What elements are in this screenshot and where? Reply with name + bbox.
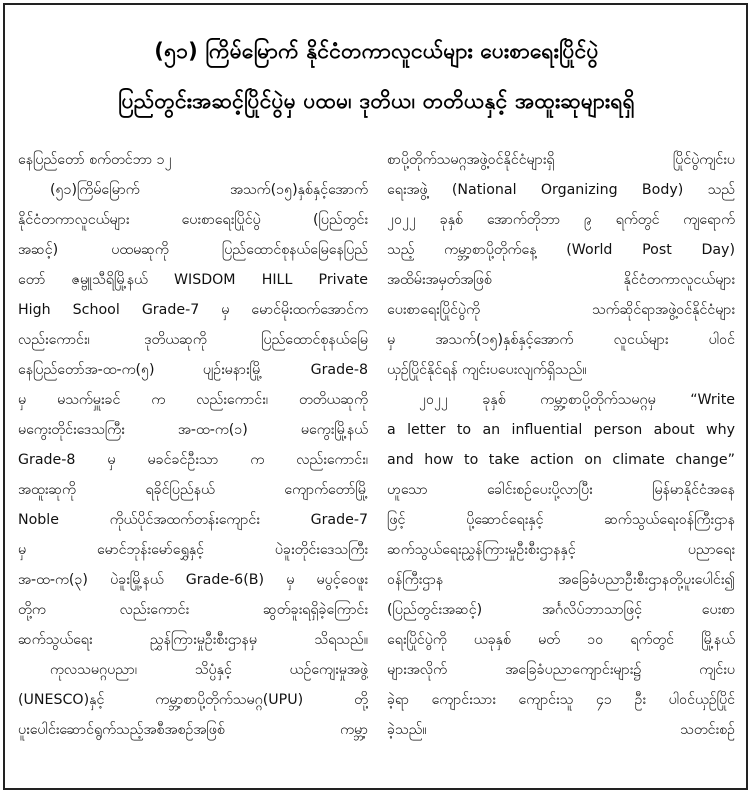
body-line: ၂၀၂၂ ခုနှစ် ကမ္ဘာ့စာပို့တိုက်သမဂ္ဂမှ “Write <box>419 392 735 408</box>
body-line: ဆက်သွယ်ရေး ညွှန်ကြားမှုဦးစီးဌာနမှ သိရသည်။ <box>18 632 368 648</box>
body-line: တော် ဇမ္ဗူသီရိမြို့နယ် WISDOM HILL Private <box>18 272 368 288</box>
body-line: မှ အသက်(၁၅)နှစ်နှင့်အောက် လူငယ်များ ပါဝင် <box>387 332 735 348</box>
body-line: နိုင်ငံတကာလူငယ်များ ပေးစာရေးပြိုင်ပွဲ (ပြည်တွင်း <box>18 212 368 228</box>
body-line: a letter to an influential person about why <box>387 422 735 438</box>
body-line: ရေးအဖွဲ့ (National Organizing Body) သည် <box>387 182 735 198</box>
body-line: (ပြည်တွင်းအဆင့်) အင်္ဂလိပ်ဘာသာဖြင့် ပေးစာ <box>387 602 735 618</box>
body-line: မှ မသက်မှူးခင် က လည်းကောင်း၊ တတိယဆုကို <box>18 392 368 408</box>
body-line: High School Grade-7 မှ မောင်မိုးထက်အောင်က <box>18 302 368 318</box>
body-line: (UNESCO)နှင့် ကမ္ဘာ့စာပို့တိုက်သမဂ္ဂ(UPU) တို့ <box>18 692 368 708</box>
body-line: and how to take action on climate change” <box>387 452 735 468</box>
body-line: ဖြင့် ပို့ဆောင်ရေးနှင့် ဆက်သွယ်ရေးဝန်ကြီးဌာန <box>387 512 735 528</box>
body-line: ခဲ့ရာ ကျောင်းသား ကျောင်းသူ ၄၁ ဦး ပါဝင်ယှဉ်ပြိုင် <box>387 692 735 708</box>
article-column-left <box>18 145 368 745</box>
body-line: အ-ထ-က(၃) ပဲခူးမြို့နယ် Grade-6(B) မှ မပွင့်ဝေဖူး <box>18 572 368 588</box>
body-line: (၅၁)ကြိမ်မြောက် အသက်(၁၅)နှစ်နှင့်အောက် <box>50 182 368 198</box>
closing-line <box>387 715 735 745</box>
article-column-right <box>387 145 735 745</box>
body-line: ကုလသမဂ္ဂပညာ၊ သိပ္ပံနှင့် ယဉ်ကျေးမှုအဖွဲ့ <box>50 662 368 678</box>
body-line: များအလိုက် အခြေခံပညာကျောင်းများ၌ ကျင်းပ <box>387 662 735 678</box>
body-line: ယှဉ်ပြိုင်နိုင်ရန် ကျင်းပပေးလျက်ရှိသည်။ <box>387 362 587 378</box>
body-line: Noble ကိုယ်ပိုင်အထက်တန်းကျောင်း Grade-7 <box>18 512 368 528</box>
body-line: စာပို့တိုက်သမဂ္ဂအဖွဲ့ဝင်နိုင်ငံများရှိ ပြိုင်ပွဲကျင်းပ <box>387 152 735 168</box>
body-line: နေပြည်တော်အ-ထ-က(၅) ပျဉ်းမနားမြို့ Grade-8 <box>18 362 368 378</box>
body-line: Grade-8 မှ မခင်ခင်ဦးသာ က လည်းကောင်း၊ <box>18 452 368 468</box>
closing-text: ခဲ့သည်။ <box>387 722 427 738</box>
headline-line-2: ပြည်တွင်းအဆင့်ပြိုင်ပွဲမှ ပထမ၊ ဒုတိယ၊ တတိယနှင့် အထူးဆုများရရှိ <box>118 89 635 113</box>
body-line: ပေးစာရေးပြိုင်ပွဲကို သက်ဆိုင်ရာအဖွဲ့ဝင်နိုင်ငံများ <box>387 302 735 318</box>
body-line: အထိမ်းအမှတ်အဖြစ် နိုင်ငံတကာလူငယ်များ <box>387 272 735 288</box>
body-line: အဆင့်) ပထမဆုကို ပြည်ထောင်စုနယ်မြေနေပြည် <box>18 242 368 258</box>
body-line: ပူးပေါင်းဆောင်ရွက်သည့်အစီအစဉ်အဖြစ် ကမ္ဘာ့ <box>18 722 368 738</box>
byline: သတင်းစဉ် <box>680 722 735 738</box>
headline-line-1: (၅၁) ကြိမ်မြောက် နိုင်ငံတကာလူငယ်များ ပေးစာရေးပြိုင်ပွဲ <box>154 39 599 63</box>
body-line: တို့က လည်းကောင်း ဆွတ်ခူးရရှိခဲ့ကြောင်း <box>18 602 368 618</box>
body-line: အထူးဆုကို ရခိုင်ပြည်နယ် ကျောက်တော်မြို့ <box>18 482 368 498</box>
body-line: ဝန်ကြီးဌာန အခြေခံပညာဦးစီးဌာနတို့ပူးပေါင်း၍ <box>387 572 735 588</box>
dateline: နေပြည်တော် စက်တင်ဘာ ၁၂ <box>18 152 172 168</box>
body-line: ရေးပြိုင်ပွဲကို ယခုနှစ် မတ် ၁၀ ရက်တွင် မြို့နယ် <box>387 632 735 648</box>
body-line: သည့် ကမ္ဘာ့စာပို့တိုက်နေ့ (World Post Day) <box>387 242 735 258</box>
body-line: ဆက်သွယ်ရေးညွှန်ကြားမှုဦးစီးဌာနနှင့် ပညာရေး <box>387 542 735 558</box>
body-line: လည်းကောင်း၊ ဒုတိယဆုကို ပြည်ထောင်စုနယ်မြေ <box>18 332 368 348</box>
body-line: မကွေးတိုင်းဒေသကြီး အ-ထ-က(၁) မကွေးမြို့နယ် <box>18 422 368 438</box>
body-line: ဟူသော ခေါင်းစဉ်ပေးပို့လာပြီး မြန်မာနိုင်ငံအနေ <box>387 482 735 498</box>
body-line: မှ မောင်ဘုန်းမော်ရွှေနှင့် ပဲခူးတိုင်းဒေသကြီး <box>18 542 368 558</box>
body-line: ၂၀၂၂ ခုနှစ် အောက်တိုဘာ ၉ ရက်တွင် ကျရောက် <box>387 212 735 228</box>
